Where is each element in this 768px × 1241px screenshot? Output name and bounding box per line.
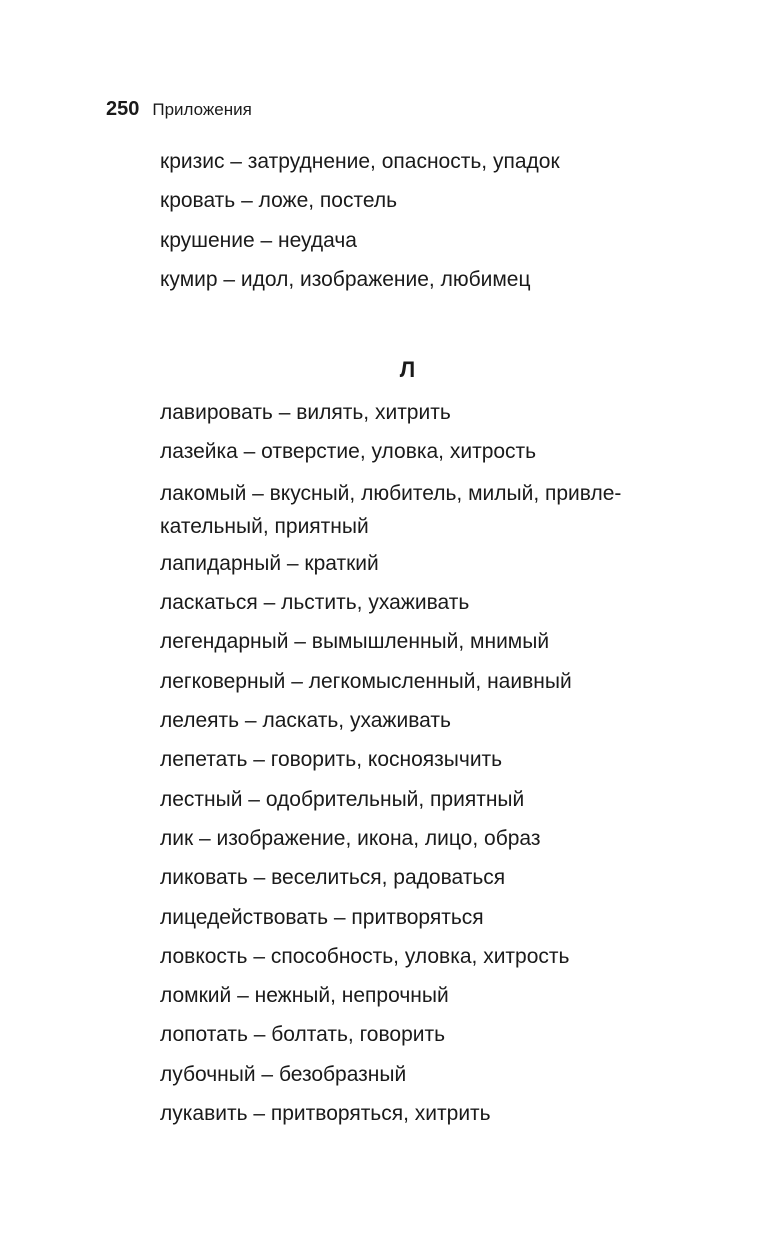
dictionary-entry: лавировать – вилять, хитрить: [160, 401, 451, 424]
dictionary-entry: ломкий – нежный, непрочный: [160, 984, 449, 1008]
dictionary-entry: кризис – затруднение, опасность, упадок: [160, 150, 560, 173]
running-head: [106, 99, 252, 119]
entry-list-k: [160, 147, 690, 304]
dictionary-entry: лазейка – отверстие, уловка, хитрость: [160, 440, 537, 464]
dictionary-entry: ликовать – веселиться, радоваться: [160, 866, 506, 890]
dictionary-entry: лик – изображение, икона, лицо, образ: [160, 826, 541, 850]
dictionary-entry: кровать – ложе, постель: [160, 189, 398, 213]
dictionary-entry: легендарный – вымышленный, мнимый: [160, 630, 550, 654]
dictionary-entry: лопотать – болтать, говорить: [160, 1023, 446, 1047]
dictionary-entry: ловкость – способность, уловка, хитрость: [160, 944, 570, 968]
letter-heading: Л: [399, 357, 416, 382]
dictionary-entry: легковерный – легкомысленный, наивный: [160, 669, 572, 693]
dictionary-entry: кумир – идол, изображение, любимец: [160, 267, 531, 291]
dictionary-entry: лестный – одобрительный, приятный: [160, 787, 525, 811]
dictionary-entry: ласкаться – льстить, ухаживать: [160, 591, 470, 615]
dictionary-entry: лелеять – ласкать, ухаживать: [160, 709, 451, 733]
dictionary-entry: крушение – неудача: [160, 228, 357, 252]
dictionary-entry: лапидарный – краткий: [160, 551, 379, 575]
page-number: 250: [106, 98, 140, 120]
section-title: Приложения: [152, 100, 252, 119]
entry-list-l: [160, 398, 690, 1138]
dictionary-entry: лицедействовать – притворяться: [160, 905, 484, 929]
dictionary-entry: лубочный – безобразный: [160, 1062, 407, 1086]
dictionary-entry: лакомый – вкусный, любитель, милый, привле- кательный, приятный: [160, 481, 622, 538]
dictionary-entry: лукавить – притворяться, хитрить: [160, 1102, 491, 1126]
dictionary-entry: лепетать – говорить, косноязычить: [160, 748, 503, 772]
